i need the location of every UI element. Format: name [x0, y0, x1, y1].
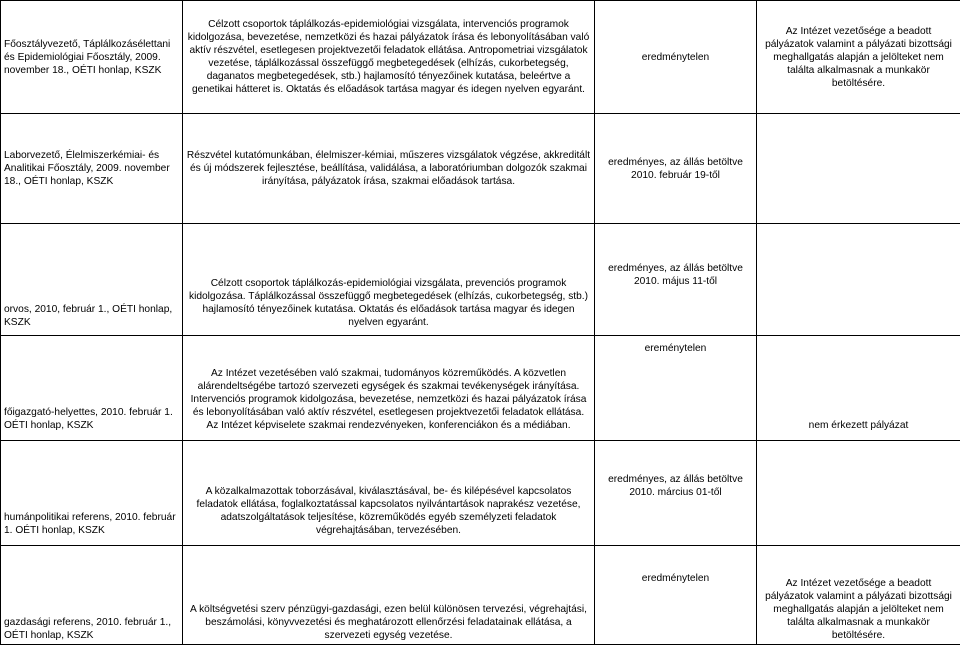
table-row	[1, 336, 960, 441]
position-cell: orvos, 2010, február 1., OÉTI honlap, KSZK	[1, 224, 183, 336]
table-row	[1, 114, 960, 224]
description-cell: Célzott csoportok táplálkozás-epidemiológiai vizsgálata, intervenciós programok kidolgozása, bevezetése, nemzetközi és hazai pályázatok írása és lebonyolításában való aktív részvétel, esetlegesen projektvezetői feladatok ellátása. Antropometriai vizsgálatok vezetése, táplálkozással összefüggő megbetegedések (elhízás, cukorbetegség, daganatos megbetegedések, stb.) hajlamosító tényezőinek kutatása, beleértve a genetikai hátteret is. Oktatás és előadások tartása magyar és idegen nyelven egyaránt.	[183, 1, 595, 114]
note-cell	[757, 114, 960, 224]
result-cell: eredménytelen	[595, 546, 757, 645]
description-cell: A költségvetési szerv pénzügyi-gazdasági, ezen belül különösen tervezési, végrehajtási, beszámolási, könyvvezetési és meghatározott ellenőrzési feladatainak ellátása, a szervezeti egység vezetése.	[183, 546, 595, 645]
position-cell: Laborvezető, Élelmiszerkémiai- és Analitikai Főosztály, 2009. november 18., OÉTI honlap, KSZK	[1, 114, 183, 224]
result-cell: eredményes, az állás betöltve 2010. február 19-től	[595, 114, 757, 224]
note-cell: Az Intézet vezetősége a beadott pályázatok valamint a pályázati bizottsági meghallgatás alapján a jelölteket nem találta alkalmasnak a munkakör betöltésére.	[757, 546, 960, 645]
table-row	[1, 441, 960, 546]
result-cell: eredményes, az állás betöltve 2010. március 01-től	[595, 441, 757, 546]
table-row	[1, 546, 960, 645]
description-cell: Részvétel kutatómunkában, élelmiszer-kémiai, műszeres vizsgálatok végzése, akkreditált és új módszerek fejlesztése, beállítása, validálása, a laboratóriumban dolgozók szakmai irányítása, pályázatok írása, szakmai előadások tartása.	[183, 114, 595, 224]
note-cell	[757, 441, 960, 546]
result-cell: ereménytelen	[595, 336, 757, 441]
position-cell: Főosztályvezető, Táplálkozásélettani és Epidemiológiai Főosztály, 2009. november 18., OÉTI honlap, KSZK	[1, 1, 183, 114]
position-cell: gazdasági referens, 2010. február 1., OÉTI honlap, KSZK	[1, 546, 183, 645]
note-cell: Az Intézet vezetősége a beadott pályázatok valamint a pályázati bizottsági meghallgatás alapján a jelölteket nem találta alkalmasnak a munkakör betöltésére.	[757, 1, 960, 114]
position-cell: humánpolitikai referens, 2010. február 1. OÉTI honlap, KSZK	[1, 441, 183, 546]
description-cell: Célzott csoportok táplálkozás-epidemiológiai vizsgálata, prevenciós programok kidolgozása. Táplálkozással összefüggő megbetegedések (elhízás, cukorbetegség, stb.) hajlamosító tényezőinek kutatása. Oktatás és előadások tartása magyar és idegen nyelven egyaránt.	[183, 224, 595, 336]
result-cell: eredménytelen	[595, 1, 757, 114]
description-cell: A közalkalmazottak toborzásával, kiválasztásával, be- és kilépésével kapcsolatos feladatok ellátása, foglalkoztatással kapcsolatos nyilvántartások naprakész vezetése, adatszolgáltatások teljesítése, közreműködés egyéb személyzeti feladatok végrehajtásában, tervezésében.	[183, 441, 595, 546]
table-row	[1, 224, 960, 336]
description-cell: Az Intézet vezetésében való szakmai, tudományos közreműködés. A közvetlen alárendeltségébe tartozó szervezeti egységek és szakmai tevékenységek irányítása. Intervenciós programok kidolgozása, bevezetése, nemzetközi és hazai pályázatok írása és lebonyolításában való aktív részvétel, esetlegesen projektvezetői feladatok ellátása. Az Intézet képviselete szakmai rendezvényeken, konferenciákon és a médiában.	[183, 336, 595, 441]
note-cell	[757, 224, 960, 336]
table-row	[1, 1, 960, 114]
position-cell: főigazgató-helyettes, 2010. február 1. OÉTI honlap, KSZK	[1, 336, 183, 441]
note-cell: nem érkezett pályázat	[757, 336, 960, 441]
result-cell: eredményes, az állás betöltve 2010. május 11-től	[595, 224, 757, 336]
